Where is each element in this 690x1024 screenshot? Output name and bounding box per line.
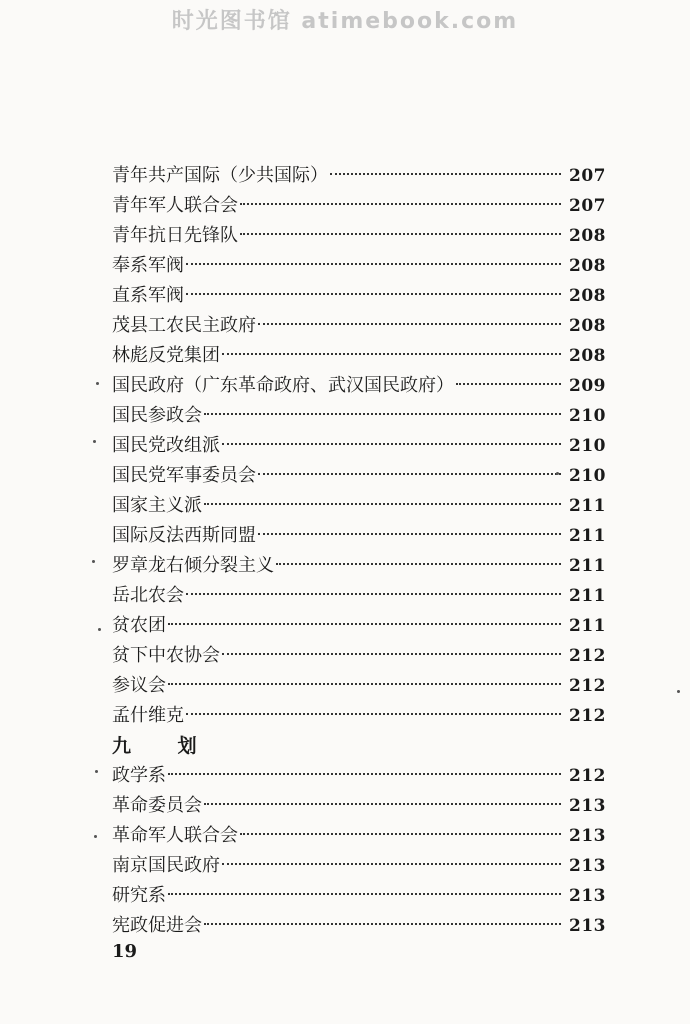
entry-title: 国民政府（广东革命政府、武汉国民政府）: [112, 375, 454, 396]
toc-entry: [112, 371, 606, 401]
toc-entry: [112, 791, 606, 821]
entry-page-number: 213: [569, 796, 606, 816]
entry-title: 政学系: [112, 765, 166, 786]
toc-entry: [112, 221, 606, 251]
dot-leader: [222, 353, 561, 355]
entry-title: 国家主义派: [112, 495, 202, 516]
toc-entry: [112, 491, 606, 521]
entry-page-number: 211: [569, 526, 606, 546]
entry-title: 罗章龙右倾分裂主义: [112, 555, 274, 576]
entry-page-number: 212: [569, 766, 606, 786]
toc-entry: [112, 581, 606, 611]
entry-title: 南京国民政府: [112, 855, 220, 876]
toc-group-a: [112, 161, 606, 731]
toc-group-b: [112, 761, 606, 941]
toc-entry: [112, 701, 606, 731]
dot-leader: [186, 293, 561, 295]
entry-title: 宪政促进会: [112, 915, 202, 936]
entry-title: 贫下中农协会: [112, 645, 220, 666]
entry-page-number: 208: [569, 226, 606, 246]
page-number: 19: [112, 941, 138, 962]
entry-title: 革命委员会: [112, 795, 202, 816]
entry-page-number: 211: [569, 496, 606, 516]
toc-entry: [112, 431, 606, 461]
dot-leader: [204, 803, 561, 805]
entry-page-number: 211: [569, 556, 606, 576]
dot-leader: [276, 563, 561, 565]
entry-page-number: 212: [569, 676, 606, 696]
toc-entry: [112, 161, 606, 191]
toc-entry: [112, 641, 606, 671]
table-of-contents: [112, 161, 606, 941]
dot-leader: [186, 713, 561, 715]
dot-leader: [186, 263, 561, 265]
entry-title: 奉系军阀: [112, 255, 184, 276]
entry-title: 直系军阀: [112, 285, 184, 306]
toc-entry: [112, 911, 606, 941]
entry-title: 孟什维克: [112, 705, 184, 726]
toc-entry: [112, 671, 606, 701]
dot-leader: [258, 473, 561, 475]
toc-entry: [112, 521, 606, 551]
entry-page-number: 209: [569, 376, 606, 396]
entry-page-number: 210: [569, 406, 606, 426]
entry-page-number: 211: [569, 586, 606, 606]
dot-leader: [258, 323, 561, 325]
dot-leader: [204, 503, 561, 505]
dot-leader: [258, 533, 561, 535]
toc-entry: [112, 821, 606, 851]
toc-entry: [112, 551, 606, 581]
dot-leader: [204, 413, 561, 415]
toc-entry: [112, 881, 606, 911]
entry-page-number: 210: [569, 466, 606, 486]
toc-entry: [112, 191, 606, 221]
entry-page-number: 207: [569, 196, 606, 216]
toc-entry: [112, 341, 606, 371]
scan-speck: [93, 440, 96, 443]
dot-leader: [186, 593, 561, 595]
entry-page-number: 207: [569, 166, 606, 186]
entry-page-number: 212: [569, 706, 606, 726]
dot-leader: [222, 443, 561, 445]
dot-leader: [456, 383, 561, 385]
scan-speck: [96, 382, 99, 385]
toc-entry: [112, 461, 606, 491]
dot-leader: [240, 833, 561, 835]
entry-title: 国民党军事委员会: [112, 465, 256, 486]
entry-page-number: 210: [569, 436, 606, 456]
entry-title: 青年抗日先锋队: [112, 225, 238, 246]
entry-page-number: 208: [569, 346, 606, 366]
dot-leader: [330, 173, 561, 175]
entry-title: 贫农团: [112, 615, 166, 636]
toc-entry: [112, 851, 606, 881]
entry-title: 青年军人联合会: [112, 195, 238, 216]
dot-leader: [240, 233, 561, 235]
entry-title: 林彪反党集团: [112, 345, 220, 366]
entry-title: 国民参政会: [112, 405, 202, 426]
scan-speck: [92, 560, 95, 563]
entry-title: 茂县工农民主政府: [112, 315, 256, 336]
entry-page-number: 208: [569, 316, 606, 336]
entry-title: 革命军人联合会: [112, 825, 238, 846]
dot-leader: [204, 923, 561, 925]
section-heading: 九 划: [112, 735, 217, 757]
entry-page-number: 213: [569, 916, 606, 936]
entry-page-number: 213: [569, 886, 606, 906]
scan-speck: [94, 835, 97, 838]
entry-page-number: 212: [569, 646, 606, 666]
entry-page-number: 208: [569, 256, 606, 276]
scan-speck: [95, 770, 98, 773]
toc-entry: [112, 611, 606, 641]
scan-speck: [677, 690, 680, 693]
dot-leader: [222, 653, 561, 655]
dot-leader: [168, 683, 561, 685]
watermark-text: 时光图书馆 atimebook.com: [171, 9, 519, 34]
scan-speck: [556, 472, 559, 475]
toc-entry: [112, 401, 606, 431]
scan-speck: [98, 628, 101, 631]
dot-leader: [222, 863, 561, 865]
dot-leader: [168, 893, 561, 895]
entry-title: 岳北农会: [112, 585, 184, 606]
entry-page-number: 211: [569, 616, 606, 636]
entry-page-number: 208: [569, 286, 606, 306]
toc-entry: [112, 281, 606, 311]
toc-entry: [112, 761, 606, 791]
entry-title: 参议会: [112, 675, 166, 696]
dot-leader: [168, 623, 561, 625]
toc-entry: [112, 251, 606, 281]
toc-entry: [112, 311, 606, 341]
entry-title: 国民党改组派: [112, 435, 220, 456]
entry-title: 青年共产国际（少共国际）: [112, 165, 328, 186]
entry-page-number: 213: [569, 856, 606, 876]
entry-title: 国际反法西斯同盟: [112, 525, 256, 546]
dot-leader: [240, 203, 561, 205]
entry-page-number: 213: [569, 826, 606, 846]
dot-leader: [168, 773, 561, 775]
entry-title: 研究系: [112, 885, 166, 906]
